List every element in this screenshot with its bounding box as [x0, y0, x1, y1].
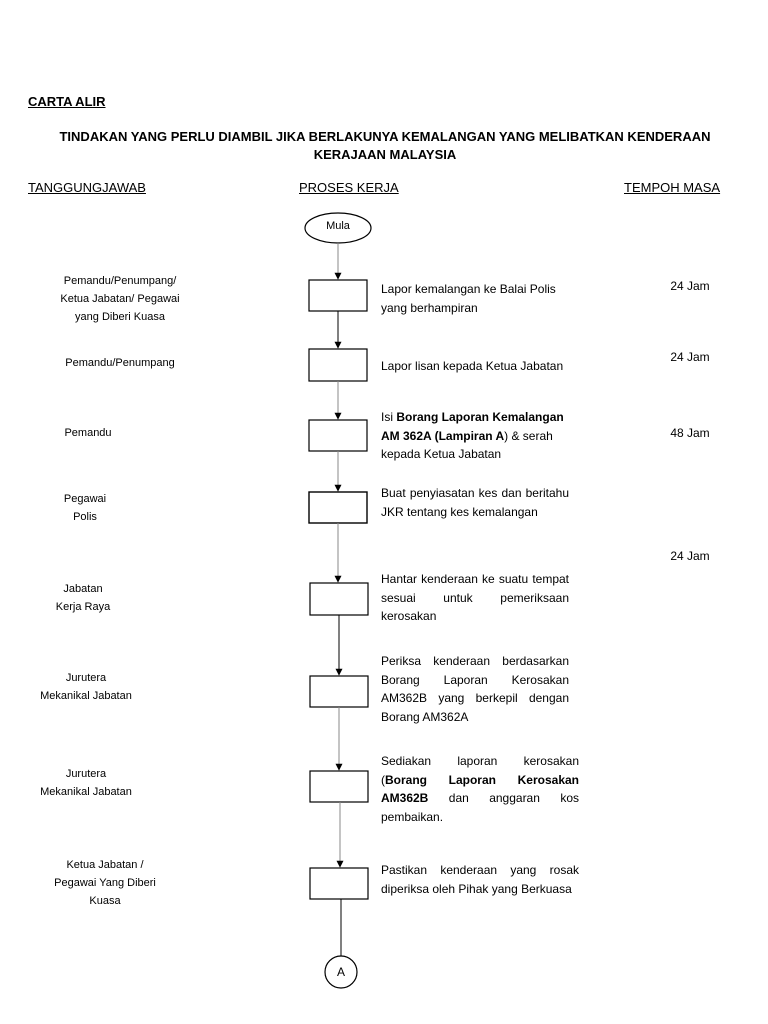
- step-8-description: Pastikan kenderaan yang rosak diperiksa oleh Pihak yang Berkuasa: [381, 863, 579, 896]
- column-header-process: PROSES KERJA: [299, 180, 399, 195]
- step-1-responsibility: Pemandu/Penumpang/ Ketua Jabatan/ Pegawai yang Diberi Kuasa: [60, 275, 180, 323]
- heading: CARTA ALIR: [28, 94, 106, 109]
- process-box-8: [310, 868, 368, 899]
- process-box-7: [310, 771, 368, 802]
- step-3-responsibility: Pemandu: [64, 427, 112, 439]
- step-5-description: Hantar kenderaan ke suatu tempat sesuai untuk pemeriksaan kerosakan: [381, 572, 569, 623]
- step-8-responsibility: Ketua Jabatan / Pegawai Yang Diberi Kuasa: [54, 859, 156, 907]
- connector-label: A: [336, 965, 345, 979]
- column-header-responsibility: TANGGUNGJAWAB: [28, 180, 146, 195]
- column-header-duration: TEMPOH MASA: [624, 180, 721, 195]
- step-7-description: Sediakan laporan kerosakan (Borang Laporan Kerosakan AM362B dan anggaran kos pembaikan.: [381, 754, 579, 824]
- step-2-responsibility: Pemandu/Penumpang: [65, 357, 175, 369]
- step-3-duration: 48 Jam: [670, 426, 710, 440]
- step-5-duration: 24 Jam: [670, 549, 710, 563]
- step-6-description: Periksa kenderaan berdasarkan Borang Laporan Kerosakan AM362B yang berkepil dengan Borang AM362A: [381, 654, 569, 724]
- process-box-6: [310, 676, 368, 707]
- step-3-description: Isi Borang Laporan Kemalangan AM 362A (Lampiran A) & serah kepada Ketua Jabatan: [381, 410, 564, 461]
- step-1-description: Lapor kemalangan ke Balai Polis yang berhampiran: [381, 282, 556, 315]
- process-box-3: [309, 420, 367, 451]
- document-title: TINDAKAN YANG PERLU DIAMBIL JIKA BERLAKUNYA KEMALANGAN YANG MELIBATKAN KENDERAAN KERAJAAN MALAYSIA: [59, 129, 711, 162]
- process-box-1: [309, 280, 367, 311]
- process-box-5: [310, 583, 368, 615]
- step-2-description: Lapor lisan kepada Ketua Jabatan: [381, 359, 564, 373]
- process-box-4: [309, 492, 367, 523]
- start-label: Mula: [326, 220, 350, 232]
- step-4-description: Buat penyiasatan kes dan beritahu JKR tentang kes kemalangan: [381, 486, 569, 519]
- step-7-responsibility: Jurutera Mekanikal Jabatan: [40, 768, 132, 798]
- step-5-responsibility: Jabatan Kerja Raya: [55, 583, 111, 613]
- step-1-duration: 24 Jam: [670, 279, 710, 293]
- process-box-2: [309, 349, 367, 381]
- step-2-duration: 24 Jam: [670, 350, 710, 364]
- step-6-responsibility: Jurutera Mekanikal Jabatan: [40, 672, 132, 702]
- step-4-responsibility: Pegawai Polis: [63, 493, 107, 523]
